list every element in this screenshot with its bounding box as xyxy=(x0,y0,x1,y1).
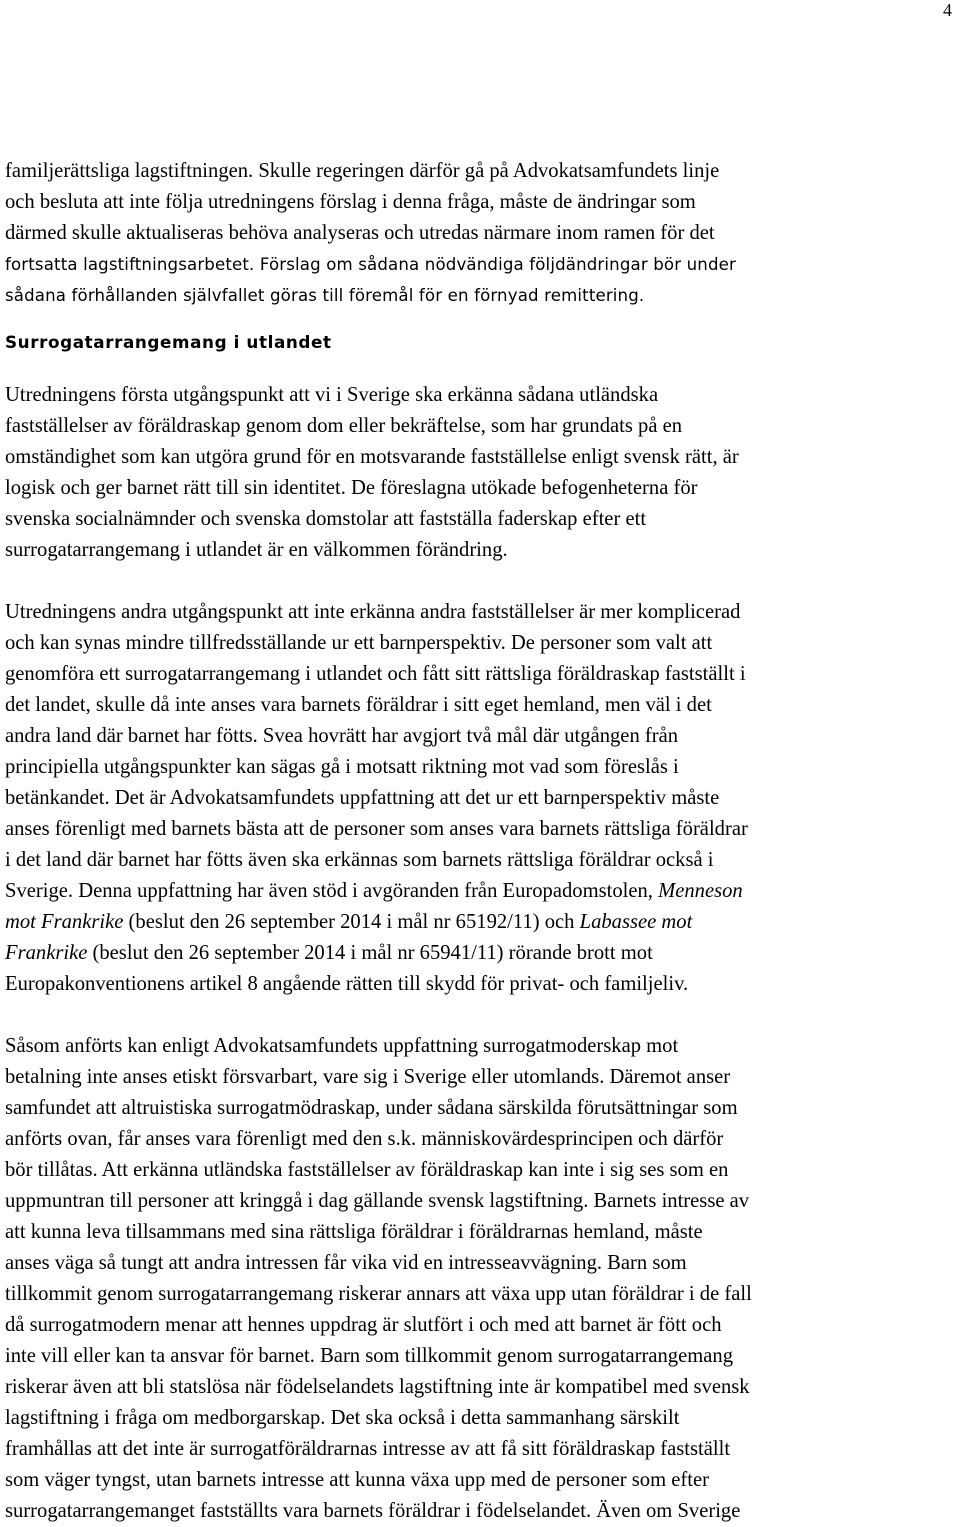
case-name: Frankrike xyxy=(5,942,88,964)
text-line: sådana förhållanden självfallet göras till föremål för en förnyad remittering. xyxy=(5,286,645,305)
text-line: anses väga så tungt att andra intressen får vika vid en intresseavvägning. Barn som xyxy=(5,1252,687,1274)
text-line: surrogatarrangemanget fastställts vara barnets föräldrar i födelselandet. Även om Sverige xyxy=(5,1500,741,1522)
text-line xyxy=(5,876,959,907)
text-segment: Skulle regeringen därför gå på Advokatsamfundets linje xyxy=(253,160,720,182)
case-name: mot Frankrike xyxy=(5,911,124,933)
text-line: Utredningens andra utgångspunkt att inte erkänna andra fastställelser är mer komplicerad xyxy=(5,601,741,623)
text-line xyxy=(5,938,959,969)
text-line: fastställelser av föräldraskap genom dom eller bekräftelse, som har grundats på en xyxy=(5,415,683,437)
text-line: samfundet att altruistiska surrogatmödraskap, under sådana särskilda förutsättningar som xyxy=(5,1097,738,1119)
text-line xyxy=(5,249,959,280)
text-line: Såsom anförts kan enligt Advokatsamfundets uppfattning surrogatmoderskap mot xyxy=(5,1035,679,1057)
text-line: då surrogatmodern menar att hennes uppdrag är slutfört i och med att barnet är fött och xyxy=(5,1314,722,1336)
text-line: därmed skulle aktualiseras behöva analyseras och utredas närmare inom ramen för det xyxy=(5,222,715,244)
text-line: svenska socialnämnder och svenska domstolar att fastställa faderskap efter ett xyxy=(5,508,647,530)
text-line: betänkandet. Det är Advokatsamfundets uppfattning att det ur ett barnperspektiv måste xyxy=(5,787,720,809)
section-heading: Surrogatarrangemang i utlandet xyxy=(5,332,332,352)
text-line: Europakonventionens artikel 8 angående rätten till skydd för privat- och familjeliv. xyxy=(5,973,689,995)
spacer xyxy=(5,566,959,597)
case-name: Labassee mot xyxy=(579,911,693,933)
paragraph-lagstiftning xyxy=(5,156,959,311)
text-line: omständighet som kan utgöra grund för en motsvarande fastställelse enligt svensk rätt, är xyxy=(5,446,739,468)
text-line: och kan synas mindre tillfredsställande ur ett barnperspektiv. De personer som valt att xyxy=(5,632,713,654)
text-line: tillkommit genom surrogatarrangemang riskerar annars att växa upp utan föräldrar i de fall xyxy=(5,1283,752,1305)
text-line: logisk och ger barnet rätt till sin identitet. De föreslagna utökade befogenheterna för xyxy=(5,477,698,499)
text-line: Utredningens första utgångspunkt att vi i Sverige ska erkänna sådana utländska xyxy=(5,384,659,406)
text-segment: (beslut den 26 september 2014 i mål nr 65192/11) och xyxy=(123,911,580,933)
text-line: uppmuntran till personer att kringgå i dag gällande svensk lagstiftning. Barnets intresse av xyxy=(5,1190,750,1212)
text-segment: Förslag om sådana nödvändiga följdändringar bör under xyxy=(254,255,736,274)
text-line xyxy=(5,907,959,938)
text-line: principiella utgångspunkter kan sägas gå i motsatt riktning mot vad som föreslås i xyxy=(5,756,679,778)
text-line: bör tillåtas. Att erkänna utländska fastställelser av föräldraskap kan inte i sig ses som en xyxy=(5,1159,729,1181)
text-line: genomföra ett surrogatarrangemang i utlandet och fått sitt rättsliga föräldraskap fastställt i xyxy=(5,663,746,685)
paragraph-surrogatmoderskap xyxy=(5,1031,959,1527)
text-line: anförts ovan, får anses vara förenligt med den s.k. människovärdesprincipen och därför xyxy=(5,1128,724,1150)
text-line: inte vill eller kan ta ansvar för barnet. Barn som tillkommit genom surrogatarrangemang xyxy=(5,1345,734,1367)
text-segment: familjerättsliga lagstiftningen. xyxy=(5,160,254,182)
text-line: det landet, skulle då inte anses vara barnets föräldrar i sitt eget hemland, men väl i det xyxy=(5,694,712,716)
text-line: lagstiftning i fråga om medborgarskap. Det ska också i detta sammanhang särskilt xyxy=(5,1407,680,1429)
text-segment: (beslut den 26 september 2014 i mål nr 65941/11) rörande brott mot xyxy=(87,942,653,964)
text-line: framhållas att det inte är surrogatföräldrarnas intresse av att få sitt föräldraskap fastställt xyxy=(5,1438,731,1460)
page-number: 4 xyxy=(943,0,952,20)
text-line: att kunna leva tillsammans med sina rättsliga föräldrar i föräldrarnas hemland, måste xyxy=(5,1221,703,1243)
text-line: andra land där barnet har fötts. Svea hovrätt har avgjort två mål där utgången från xyxy=(5,725,679,747)
text-line: surrogatarrangemang i utlandet är en välkommen förändring. xyxy=(5,539,508,561)
text-line xyxy=(5,156,959,187)
text-line: betalning inte anses etiskt försvarbart, vare sig i Sverige eller utomlands. Däremot anser xyxy=(5,1066,731,1088)
case-name: Menneson xyxy=(658,880,743,902)
paragraph-andra-utgangspunkt xyxy=(5,597,959,1000)
text-segment: fortsatta lagstiftningsarbetet. xyxy=(5,255,255,274)
text-line: riskerar även att bli statslösa när födelselandets lagstiftning inte är kompatibel med svensk xyxy=(5,1376,750,1398)
text-line: anses förenligt med barnets bästa att de personer som anses vara barnets rättsliga föräldrar xyxy=(5,818,748,840)
spacer xyxy=(5,311,959,327)
spacer xyxy=(5,358,959,380)
paragraph-forsta-utgangspunkt xyxy=(5,380,959,566)
text-line: som väger tyngst, utan barnets intresse att kunna växa upp med de personer som efter xyxy=(5,1469,709,1491)
text-line: och besluta att inte följa utredningens förslag i denna fråga, måste de ändringar som xyxy=(5,191,696,213)
spacer xyxy=(5,1000,959,1031)
text-segment: Sverige. Denna uppfattning har även stöd i avgöranden från Europadomstolen, xyxy=(5,880,659,902)
document-body xyxy=(5,156,959,1527)
text-line: i det land där barnet har fötts även ska erkännas som barnets rättsliga föräldrar också i xyxy=(5,849,714,871)
